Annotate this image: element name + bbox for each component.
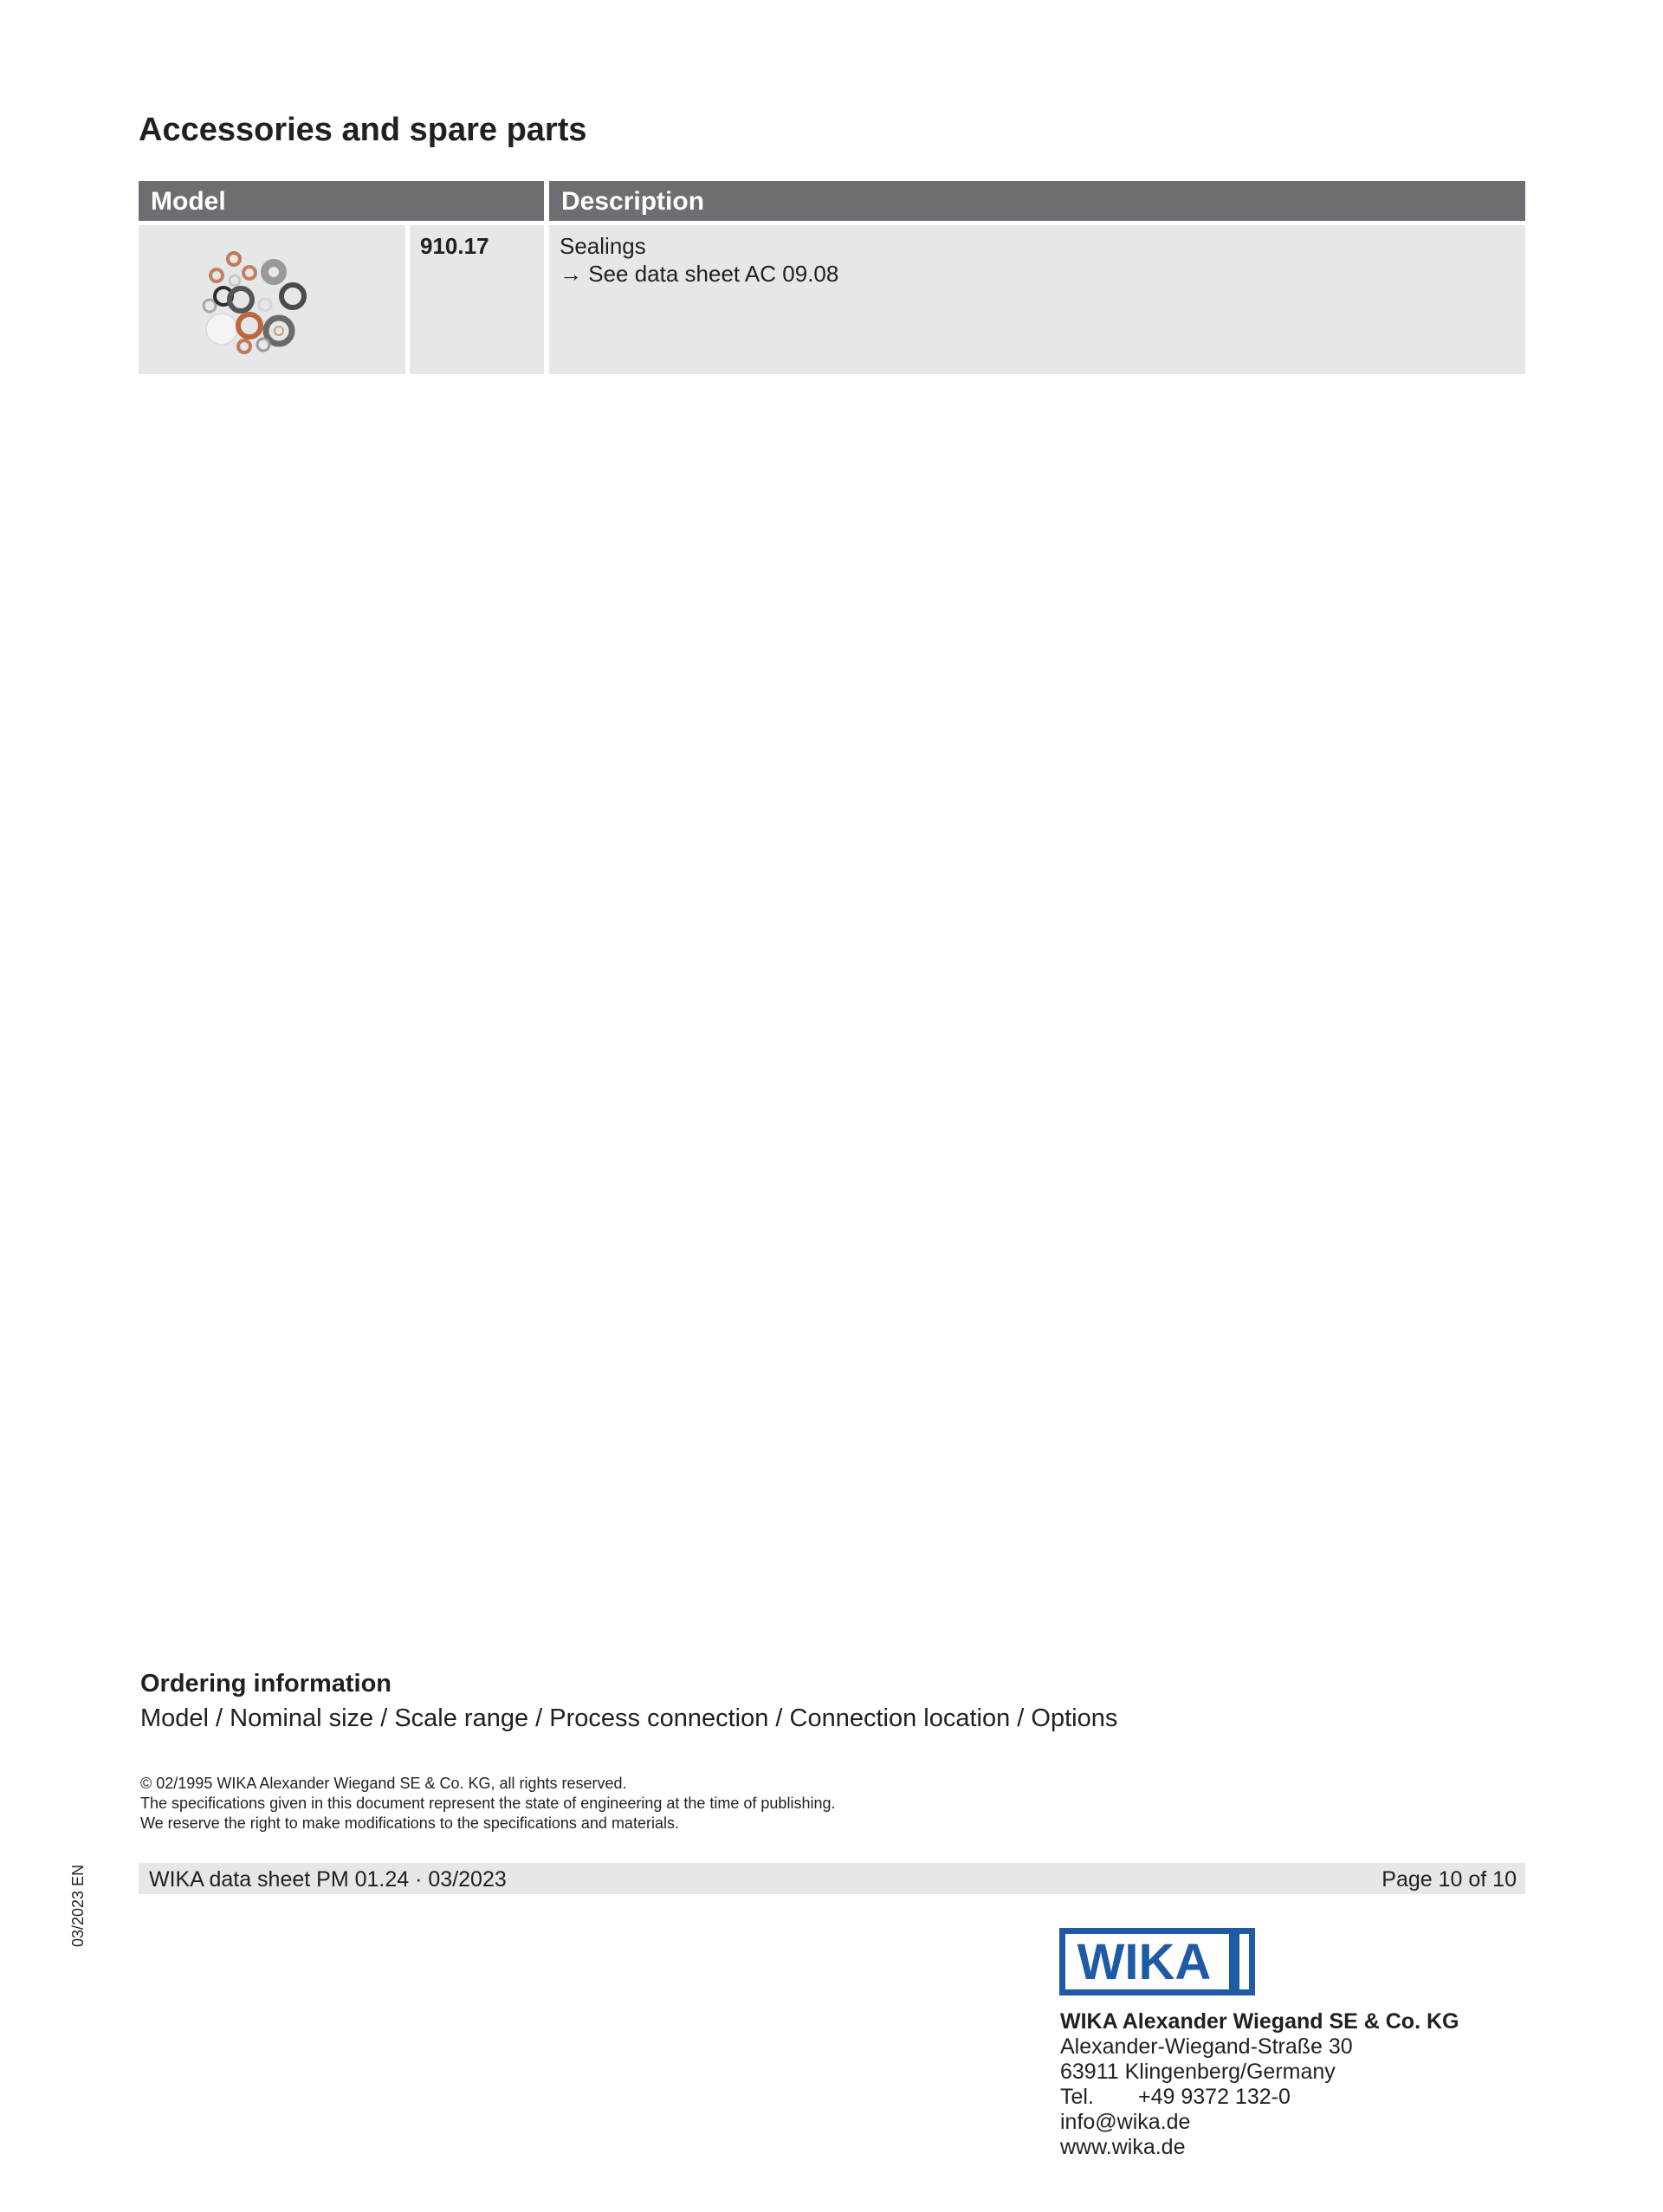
row-description: [549, 225, 1525, 374]
datasheet-reference: → See data sheet AC 09.08: [560, 261, 839, 287]
phone-number: +49 9372 132-0: [1138, 2085, 1291, 2109]
company-address: [1060, 2009, 1459, 2160]
logo-text: WIKA: [1077, 1934, 1212, 1990]
company-city: 63911 Klingenberg/Germany: [1060, 2060, 1336, 2084]
section-title: Accessories and spare parts: [139, 112, 587, 148]
company-street: Alexander-Wiegand-Straße 30: [1060, 2034, 1353, 2059]
company-website[interactable]: www.wika.de: [1060, 2135, 1186, 2159]
company-email[interactable]: info@wika.de: [1060, 2110, 1191, 2134]
table-row: [139, 225, 1525, 374]
legal-notice: [140, 1774, 835, 1834]
column-header-model: Model: [139, 181, 544, 221]
ordering-title: Ordering information: [140, 1670, 391, 1698]
sealings-photo-icon: [191, 236, 346, 365]
description-text: Sealings: [560, 233, 646, 259]
column-header-description: Description: [549, 181, 1525, 221]
phone-label: Tel.: [1060, 2085, 1094, 2109]
page-number: Page 10 of 10: [1382, 1867, 1517, 1892]
document-reference: WIKA data sheet PM 01.24 · 03/2023: [149, 1867, 507, 1892]
row-image-cell: [139, 225, 405, 374]
footer-bar: [139, 1863, 1525, 1894]
specifications-line: The specifications given in this document represent the state of engineering at the time of publishing.: [140, 1795, 836, 1812]
model-code: 910.17: [410, 225, 544, 374]
company-name: WIKA Alexander Wiegand SE & Co. KG: [1060, 2009, 1459, 2034]
company-phone: [1060, 2085, 1459, 2110]
table-header: [139, 181, 1525, 221]
copyright-line: © 02/1995 WIKA Alexander Wiegand SE & Co. KG, all rights reserved.: [140, 1775, 627, 1792]
accessories-table: [139, 181, 1525, 374]
ordering-text: Model / Nominal size / Scale range / Process connection / Connection location / Options: [140, 1704, 1118, 1732]
wika-logo: [1059, 1928, 1255, 1995]
ordering-information: [140, 1666, 1117, 1736]
side-date-label: 03/2023 EN: [69, 1864, 87, 1947]
modifications-line: We reserve the right to make modifications to the specifications and materials.: [140, 1814, 679, 1832]
